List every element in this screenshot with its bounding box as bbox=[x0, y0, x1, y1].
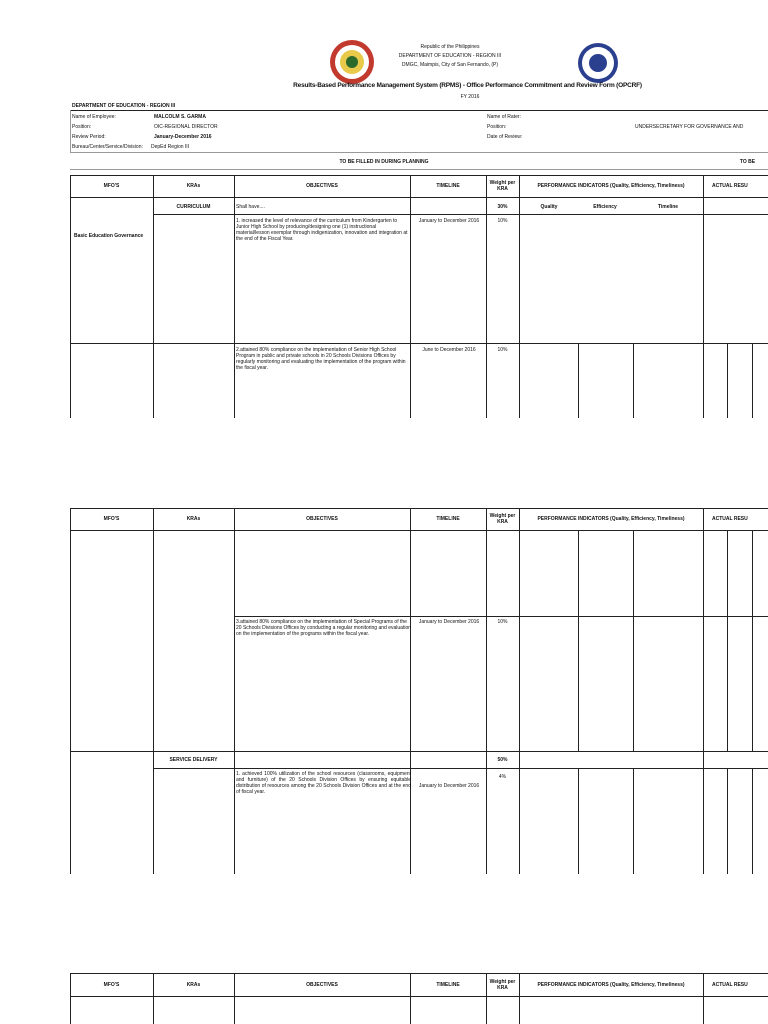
form-title: Results-Based Performance Management System (RPMS) - Office Performance Commitment and Review Form (OPCRF) bbox=[293, 82, 642, 89]
col-timeline-2: TIMELINE bbox=[436, 516, 460, 522]
objective-3: 3.attained 80% compliance on the implementation of Special Programs of the 20 Schools Divisions Offices by conducting a regular monitoring and evaluation on the implementation of the programs within the fiscal year. bbox=[236, 619, 412, 637]
rater-label: Name of Rater: bbox=[487, 114, 521, 120]
kra-curriculum: CURRICULUM bbox=[176, 204, 211, 210]
bureau-value: DepEd Region III bbox=[151, 144, 190, 150]
header-address: DMGC, Maimpis, City of San Fernando, (P) bbox=[401, 62, 499, 68]
service-weight: 50% bbox=[497, 756, 508, 763]
col-timeline-3: TIMELINE bbox=[436, 981, 460, 988]
to-be-banner: TO BE bbox=[739, 159, 756, 165]
col-kras: KRAs bbox=[186, 183, 201, 189]
fiscal-year: FY 2016 bbox=[460, 94, 480, 100]
position-label: Position: bbox=[72, 124, 92, 130]
col-indicators: PERFORMANCE INDICATORS (Quality, Efficiency, Timeliness) bbox=[537, 183, 685, 189]
col-actual: ACTUAL RESU bbox=[712, 183, 748, 189]
objective-2-timeline: June to December 2016 bbox=[422, 347, 476, 353]
rater-position-label: Position: bbox=[487, 124, 507, 130]
sub-quality: Quality bbox=[540, 204, 558, 210]
col-mfo-2: MFO'S bbox=[103, 516, 120, 522]
objective-4: 1. achieved 100% utilization of the school resources (classrooms, equipment and furniture) of the 20 Schools Division Offices by ensuring equitable distribution of resources among the 20 Schools Division Offices and at the end of fiscal year. bbox=[236, 771, 411, 795]
objective-1-timeline: January to December 2016 bbox=[418, 218, 480, 224]
col-actual-2: ACTUAL RESU bbox=[712, 516, 748, 522]
col-mfo-3: MFO'S bbox=[103, 981, 120, 988]
col-timeline: TIMELINE bbox=[436, 183, 460, 189]
employee-label: Name of Employee: bbox=[72, 114, 116, 120]
col-indicators-3: PERFORMANCE INDICATORS (Quality, Efficiency, Timeliness) bbox=[537, 981, 685, 988]
col-objectives-2: OBJECTIVES bbox=[306, 516, 338, 522]
review-period: January-December 2016 bbox=[154, 134, 212, 140]
mfo-basic-education: Basic Education Governance bbox=[74, 233, 144, 239]
curriculum-weight: 30% bbox=[497, 204, 508, 210]
planning-banner: TO BE FILLED IN DURING PLANNING bbox=[339, 159, 429, 165]
date-review-label: Date of Review: bbox=[487, 134, 523, 140]
dept-label: DEPARTMENT OF EDUCATION - REGION III bbox=[72, 103, 176, 109]
col-actual-3: ACTUAL RESU bbox=[712, 981, 748, 988]
col-weight-2: Weight per KRA bbox=[489, 513, 516, 525]
objective-4-weight: 4% bbox=[498, 774, 507, 780]
rater-position-value: UNDERSECRETARY FOR GOVERNANCE AND bbox=[635, 124, 744, 130]
header-department: DEPARTMENT OF EDUCATION - REGION III bbox=[398, 53, 502, 59]
objective-4-timeline: January to December 2016 bbox=[418, 783, 480, 789]
kra-service-delivery: SERVICE DELIVERY bbox=[169, 756, 218, 763]
objective-3-weight: 10% bbox=[497, 619, 508, 625]
objective-1: 1. increased the level of relevance of the curriculum from Kindergarten to Junior High School by producing/designing one (1) instructional material/lesson exemplar through indigenization, innovation and integration at the end of the Fiscal Year. bbox=[236, 218, 408, 242]
col-kras-3: KRAs bbox=[186, 981, 201, 988]
deped-seal-right bbox=[578, 43, 618, 83]
shall-have-text: Shall have.... bbox=[236, 204, 265, 210]
col-weight: Weight per KRA bbox=[489, 180, 516, 192]
col-mfo: MFO'S bbox=[103, 183, 120, 189]
objective-3-timeline: January to December 2016 bbox=[418, 619, 480, 625]
objective-2-weight: 10% bbox=[497, 347, 508, 353]
review-label: Review Period: bbox=[72, 134, 106, 140]
col-kras-2: KRAs bbox=[186, 516, 201, 522]
col-objectives-3: OBJECTIVES bbox=[306, 981, 338, 988]
position-value: OIC-REGIONAL DIRECTOR bbox=[154, 124, 218, 130]
sub-efficiency: Efficiency bbox=[593, 204, 617, 210]
col-indicators-2: PERFORMANCE INDICATORS (Quality, Efficiency, Timeliness) bbox=[537, 516, 685, 522]
header-republic: Republic of the Philippines bbox=[420, 44, 480, 50]
objective-2: 2.attained 80% compliance on the implementation of Senior High School Program in public and private schools in 20 Schools Divisions Offices by regularly monitoring and evaluating the implementation of the program within the fiscal year. bbox=[236, 347, 406, 371]
objective-1-weight: 10% bbox=[497, 218, 508, 224]
sub-timeline: Timeline bbox=[657, 204, 679, 210]
col-weight-3: Weight per KRA bbox=[489, 978, 516, 991]
employee-name: MALCOLM S. GARMA bbox=[154, 114, 206, 120]
col-objectives: OBJECTIVES bbox=[306, 183, 338, 189]
bureau-label: Bureau/Center/Service/Division: bbox=[72, 144, 143, 150]
